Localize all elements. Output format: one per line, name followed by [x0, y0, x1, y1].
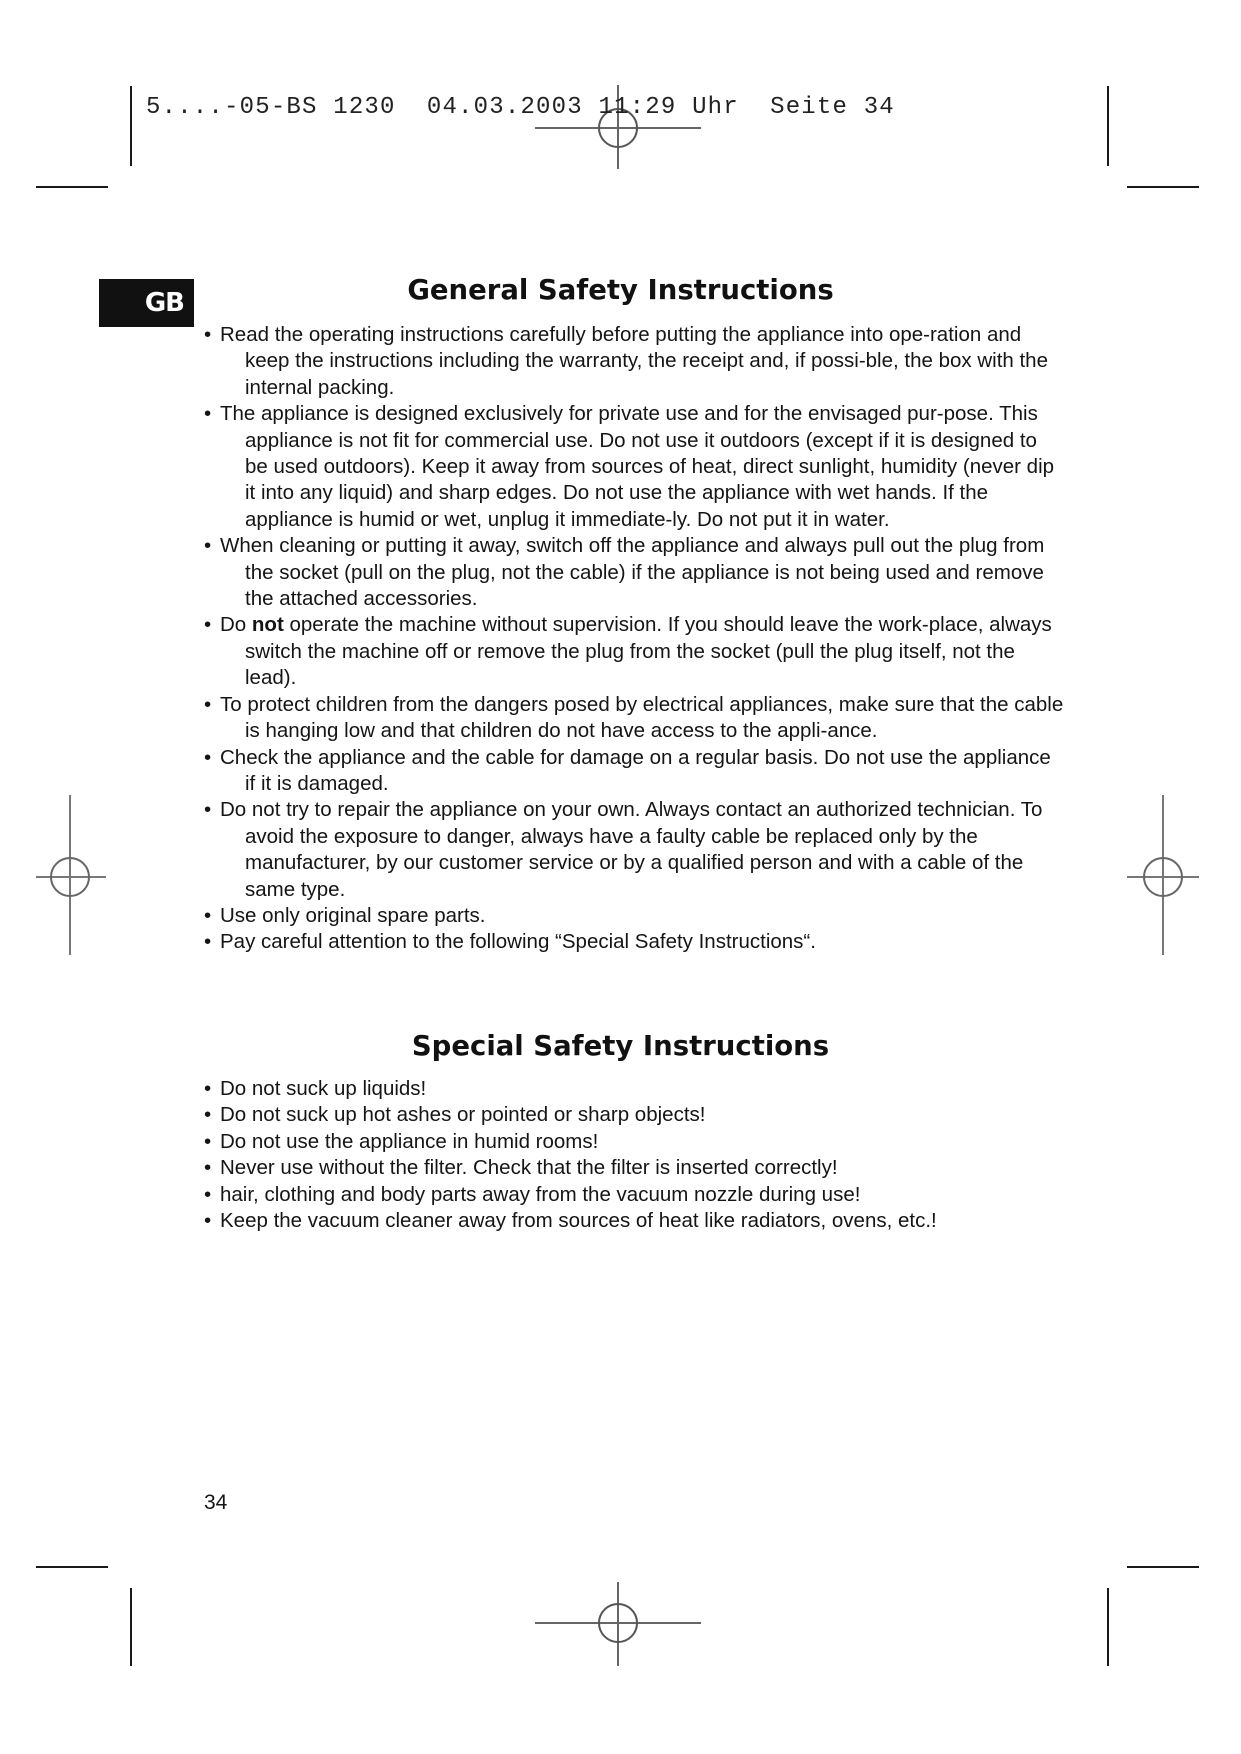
special-safety-item — [204, 1155, 1064, 1181]
crop-mark-bottom-right-horizontal — [1127, 1566, 1199, 1568]
bullet-icon: • — [204, 323, 212, 346]
item-text: Do not suck up liquids! — [220, 1077, 427, 1100]
item-text: Do not suck up hot ashes or pointed or sharp objects! — [220, 1103, 706, 1127]
item-text: Do not use the appliance in humid rooms! — [220, 1129, 599, 1153]
item-text-continued: operate the machine without supervision. If you should leave the work-place, always switch the machine off or remove the plug from the socket (pull the plug itself, not the lead). — [245, 613, 1052, 690]
item-text: Use only original spare parts. — [220, 903, 486, 927]
special-safety-item — [204, 1129, 1064, 1155]
general-safety-item — [204, 533, 1064, 612]
general-safety-item — [204, 322, 1064, 401]
general-safety-item — [204, 903, 1064, 929]
item-text: Keep the vacuum cleaner away from sources of heat like radiators, ovens, etc.! — [220, 1209, 937, 1233]
item-text: hair, clothing and body parts away from the vacuum nozzle during use! — [220, 1182, 861, 1206]
item-text: When cleaning or putting it away, switch off the appliance and always pull out the plug from the socket (pull on the plug, not the cable) if the appliance is not being used and remove the attached accessories. — [220, 534, 1045, 611]
bullet-icon: • — [204, 1209, 212, 1233]
registration-mark-left-icon — [36, 795, 106, 955]
special-safety-item — [204, 1182, 1064, 1208]
language-tab: GB — [99, 279, 194, 327]
item-text: Never use without the filter. Check that the filter is inserted correctly! — [220, 1156, 838, 1180]
crop-mark-top-right-vertical — [1107, 86, 1109, 166]
item-text: The appliance is designed exclusively for private use and for the envisaged pur-pose. This appliance is not fit for commercial use. Do not use it outdoors (except if it is designed to be used outdoors). Keep it away from sources of heat, direct sunlight, humidity (never dip it into any liquid) and sharp edges. Do not use the appliance with wet hands. If the appliance is humid or wet, unplug it immediate-ly. Do not put it in water. — [220, 402, 1055, 531]
bullet-icon: • — [204, 534, 212, 558]
item-text: To protect children from the dangers posed by electrical appliances, make sure that the cable is hanging low and that children do not have access to the appli-ance. — [220, 692, 1064, 743]
special-safety-list — [204, 1076, 1064, 1234]
bullet-icon: • — [204, 903, 212, 927]
registration-mark-right-icon — [1127, 795, 1199, 955]
item-text: Read the operating instructions carefully before putting the appliance into ope-ration and keep the instructions including the warranty, the receipt and, if possi-ble, the box with the internal packing. — [220, 323, 1048, 399]
bullet-icon: • — [204, 930, 212, 954]
bullet-icon: • — [204, 402, 212, 426]
crop-mark-bottom-right-vertical — [1107, 1588, 1109, 1666]
special-safety-title: Special Safety Instructions — [411, 1030, 830, 1062]
crop-mark-bottom-left-vertical — [130, 1588, 132, 1666]
bullet-icon: • — [204, 1077, 212, 1100]
general-safety-item — [204, 401, 1064, 533]
registration-mark-bottom-icon — [535, 1582, 701, 1666]
item-emphasis: not — [251, 613, 284, 637]
bullet-icon: • — [204, 1103, 212, 1127]
crop-mark-bottom-left-horizontal — [36, 1566, 108, 1568]
crop-mark-top-left-horizontal — [36, 186, 108, 188]
crop-mark-top-left-vertical — [130, 86, 132, 166]
special-safety-item — [204, 1208, 1064, 1234]
general-safety-list — [204, 322, 1064, 956]
bullet-icon: • — [204, 745, 212, 769]
general-safety-item — [204, 797, 1064, 903]
item-text: Do not try to repair the appliance on your own. Always contact an authorized technician. To avoid the exposure to danger, always have a faulty cable be replaced only by the manufacturer, by our customer service or by a qualified person and with a cable of the same type. — [220, 798, 1043, 901]
general-safety-item — [204, 612, 1064, 691]
general-safety-title: General Safety Instructions — [407, 274, 834, 306]
bullet-icon: • — [204, 798, 212, 822]
item-text: Do — [220, 613, 252, 637]
bullet-icon: • — [204, 692, 212, 716]
general-safety-item — [204, 929, 1064, 955]
item-text: Pay careful attention to the following “Special Safety Instructions“. — [220, 930, 816, 954]
general-safety-item — [204, 692, 1064, 745]
bullet-icon: • — [204, 613, 212, 637]
item-text: Check the appliance and the cable for damage on a regular basis. Do not use the appliance if it is damaged. — [220, 745, 1051, 795]
bullet-icon: • — [204, 1182, 212, 1206]
bullet-icon: • — [204, 1156, 212, 1180]
print-header: 5....-05-BS 1230 04.03.2003 11:29 Uhr Seite 34 — [146, 94, 895, 121]
crop-mark-top-right-horizontal — [1127, 186, 1199, 188]
special-safety-item — [204, 1102, 1064, 1128]
special-safety-item — [204, 1076, 1064, 1102]
general-safety-item — [204, 745, 1064, 798]
bullet-icon: • — [204, 1129, 212, 1153]
page-number: 34 — [204, 1491, 228, 1514]
